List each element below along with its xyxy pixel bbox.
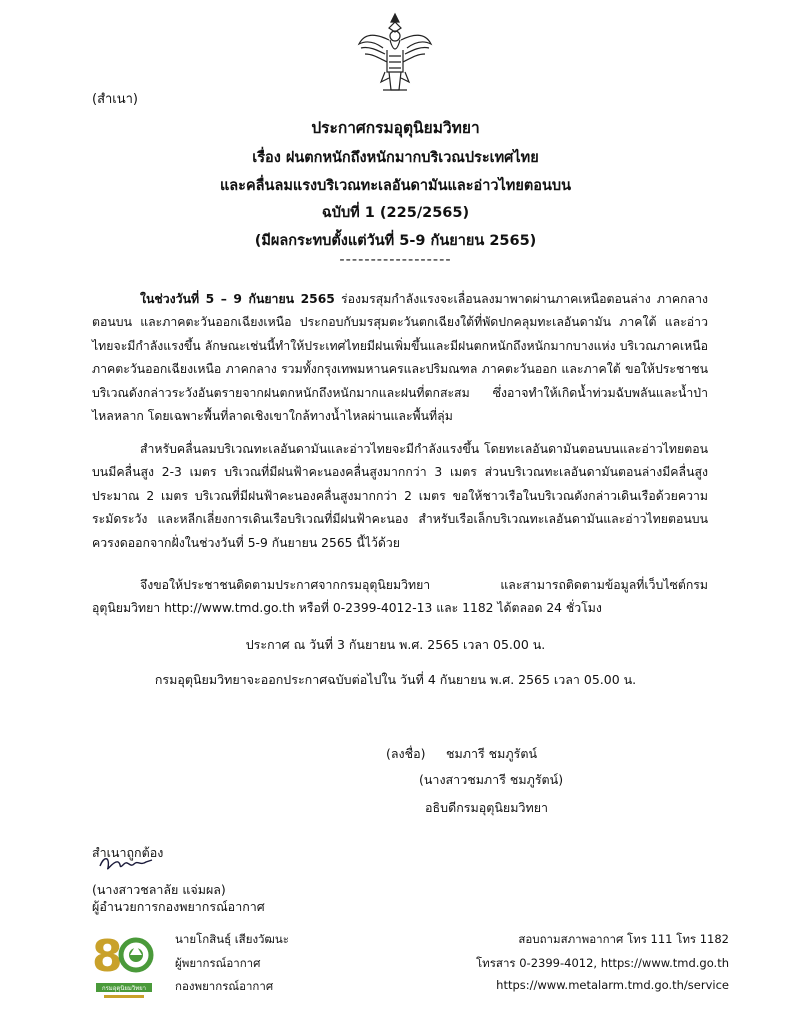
copy-tag: (สำเนา) — [92, 92, 139, 107]
footer-forecaster-title: ผู้พยากรณ์อากาศ — [175, 956, 261, 970]
footer-contact-phone: สอบถามสภาพอากาศ โทร 111 โทร 1182 — [518, 932, 729, 946]
announcement-title: ประกาศกรมอุตุนิยมวิทยา — [311, 119, 480, 137]
paragraph-2: สำหรับคลื่นลมบริเวณทะเลอันดามันและอ่าวไทยจะมีกำลังแรงขึ้น โดยทะเลอันดามันตอนบนและอ่าวไทยตอนบนมีคลื่นสูง 2-3 เมตร บริเวณที่มีฝนฟ้าคะนองคลื่นสูงมากกว่า 3 เมตร ส่วนบริเวณทะเลอันดามันตอนล่างมีคลื่นสูงประมาณ 2 เมตร บริเวณที่มีฝนฟ้าคะนองคลื่นสูงมากกว่า 2 เมตร ขอให้ชาวเรือในบริเวณดังกล่าวเดินเรือด้วยความระมัดระวัง และหลีกเลี่ยงการเดินเรือบริเวณที่มีฝนฟ้าคะนอง สำหรับเรือเล็กบริเวณทะเลอันดามันและอ่าวไทยตอนบนควรงดออกจากฝั่งในช่วงวันที่ 5-9 กันยายน 2565 นี้ไว้ด้วย — [92, 442, 708, 550]
logo-text: กรมอุตุนิยมวิทยา — [101, 985, 147, 992]
tmd-80-logo — [90, 925, 158, 1005]
footer-forecaster-division: กองพยากรณ์อากาศ — [175, 979, 274, 993]
paragraph-1 — [92, 288, 708, 428]
garuda-emblem — [355, 10, 435, 96]
signature-full-name: (นางสาวชมภารี ชมภูรัตน์) — [419, 772, 564, 787]
signature-label: (ลงชื่อ) — [386, 746, 426, 761]
footer-contact-url[interactable]: https://www.metalarm.tmd.go.th/service — [496, 978, 729, 992]
paragraph-1-text: ร่องมรสุมกำลังแรงจะเลื่อนลงมาพาดผ่านภาคเหนือตอนล่าง ภาคกลางตอนบน และภาคตะวันออกเฉียงเหนือ ประกอบกับมรสุมตะวันตกเฉียงใต้ที่พัดปกคลุมทะเลอันดามัน ภาคใต้ และอ่าวไทยจะมีกำลังแรงขึ้น ลักษณะเช่นนี้ทำให้ประเทศไทยมีฝนเพิ่มขึ้นและมีฝนตกหนักถึงหนักมากบางแห่ง บริเวณภาคเหนือ ภาคตะวันออกเฉียงเหนือ ภาคกลาง รวมทั้งกรุงเทพมหานครและปริมณฑล ภาคตะวันออก และภาคใต้ ขอให้ประชาชนบริเวณดังกล่าวระวังอันตรายจากฝนตกหนักถึงหนักมากและฝนที่ตกสะสม ซึ่งอาจทำให้เกิดน้ำท่วมฉับพลันและน้ำป่าไหลหลาก โดยเฉพาะพื้นที่ลาดเชิงเขาใกล้ทางน้ำไหลผ่านและพื้นที่ลุ่ม — [92, 292, 709, 424]
announcement-issue: ฉบับที่ 1 (225/2565) — [321, 205, 470, 221]
handwritten-signature — [96, 852, 156, 874]
footer-contact-fax: โทรสาร 0-2399-4012, https://www.tmd.go.th — [476, 956, 729, 970]
certifier-name: (นางสาวชลาลัย แจ่มผล) — [92, 882, 226, 897]
next-issue-note: กรมอุตุนิยมวิทยาจะออกประกาศฉบับต่อไปใน วันที่ 4 กันยายน พ.ศ. 2565 เวลา 05.00 น. — [154, 672, 637, 687]
paragraph-1-lead: ในช่วงวันที่ 5 – 9 กันยายน 2565 — [140, 292, 335, 306]
announced-date: ประกาศ ณ วันที่ 3 กันยายน พ.ศ. 2565 เวลา 05.00 น. — [245, 637, 546, 652]
announcement-subject-line2: และคลื่นลมแรงบริเวณทะเลอันดามันและอ่าวไทยตอนบน — [219, 178, 572, 194]
certified-label: สำเนาถูกต้อง — [92, 845, 164, 860]
certifier-position: ผู้อำนวยการกองพยากรณ์อากาศ — [92, 899, 265, 914]
announcement-effective: (มีผลกระทบตั้งแต่วันที่ 5-9 กันยายน 2565) — [254, 233, 537, 249]
svg-text:8: 8 — [92, 931, 123, 982]
signature-name: ชมภารี ชมภูรัตน์ — [446, 746, 538, 761]
footer-forecaster-name: นายโกสินธุ์ เสียงวัฒนะ — [175, 932, 289, 946]
paragraph-3: จึงขอให้ประชาชนติดตามประกาศจากกรมอุตุนิยมวิทยา และสามารถติดตามข้อมูลที่เว็บไซต์กรมอุตุนิยมวิทยา http://www.tmd.go.th หรือที่ 0-2399-4012-13 และ 1182 ได้ตลอด 24 ชั่วโมง — [92, 578, 708, 616]
announcement-subject: เรื่อง ฝนตกหนักถึงหนักมากบริเวณประเทศไทย — [252, 150, 539, 166]
header-divider: ------------------ — [339, 252, 452, 268]
signature-position: อธิบดีกรมอุตุนิยมวิทยา — [425, 800, 549, 815]
